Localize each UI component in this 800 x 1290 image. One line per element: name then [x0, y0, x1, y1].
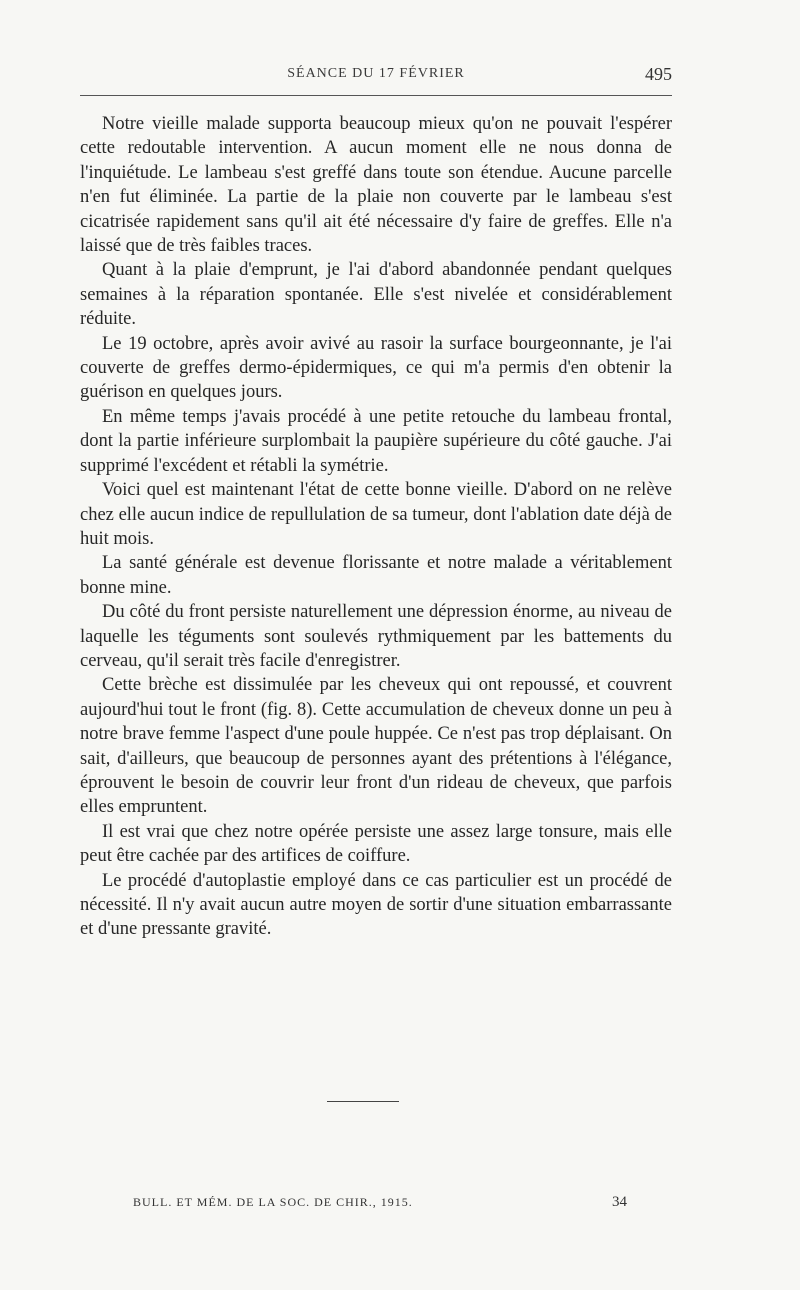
paragraph: La santé générale est devenue florissante et notre malade a véritablement bonne mine. — [80, 553, 672, 598]
header-rule — [80, 95, 672, 96]
footer-citation: BULL. ET MÉM. DE LA SOC. DE CHIR., 1915. — [133, 1195, 413, 1209]
paragraph: Quant à la plaie d'emprunt, je l'ai d'abord abandonnée pendant quelques semaines à la réparation spontanée. Elle s'est nivelée et considérablement réduite. — [80, 260, 672, 330]
paragraph: Du côté du front persiste naturellement une dépression énorme, au niveau de laquelle les téguments sont soulevés rythmiquement par les battements du cerveau, qu'il serait très facile d'enregistrer. — [80, 602, 672, 671]
paragraph: Il est vrai que chez notre opérée persiste une assez large tonsure, mais elle peut être cachée par des artifices de coiffure. — [80, 821, 672, 867]
paragraph: Notre vieille malade supporta beaucoup mieux qu'on ne pouvait l'espérer cette redoutable intervention. A aucun moment elle ne nous donna de l'inquiétude. Le lambeau s'est greffé dans toute son étendue. Aucune parcelle n'en fut éliminée. La partie de la plaie non couverte par le lambeau s'est cicatrisée rapidement sans qu'il ait été nécessaire d'y faire de greffes. Elle n'a laissé que de très faibles traces. — [80, 114, 672, 257]
paragraph: Voici quel est maintenant l'état de cette bonne vieille. D'abord on ne relève chez elle aucun indice de repullulation de sa tumeur, dont l'ablation date déjà de huit mois. — [80, 480, 672, 549]
section-end-rule — [327, 1101, 399, 1102]
signature-mark: 34 — [612, 1194, 627, 1210]
paragraph: En même temps j'avais procédé à une petite retouche du lambeau frontal, dont la partie inférieure surplombait la paupière supérieure du côté gauche. J'ai supprimé l'excédent et rétabli la symétrie. — [80, 406, 672, 476]
running-title: SÉANCE DU 17 FÉVRIER — [287, 66, 465, 81]
page-number: 495 — [645, 64, 672, 84]
page-footer — [133, 1190, 627, 1214]
paragraph: Cette brèche est dissimulée par les cheveux qui ont repoussé, et couvrent aujourd'hui tout le front (fig. 8). Cette accumulation de cheveux donne un peu à notre brave femme l'aspect d'une poule huppée. Ce n'est pas trop déplaisant. On sait, d'ailleurs, que beaucoup de personnes ayant des prétentions à l'élégance, éprouvent le besoin de couvrir leur front d'un rideau de cheveux, que parfois elles empruntent. — [80, 675, 672, 818]
paragraph: Le procédé d'autoplastie employé dans ce cas particulier est un procédé de nécessité. Il n'y avait aucun autre moyen de sortir d'une situation embarrassante et d'une pressante gravité. — [80, 870, 672, 940]
running-head — [80, 62, 672, 86]
paragraph: Le 19 octobre, après avoir avivé au rasoir la surface bourgeonnante, je l'ai couverte de greffes dermo-épidermiques, ce qui m'a permis d'en obtenir la guérison en quelques jours. — [80, 333, 672, 403]
article-body — [80, 112, 672, 942]
